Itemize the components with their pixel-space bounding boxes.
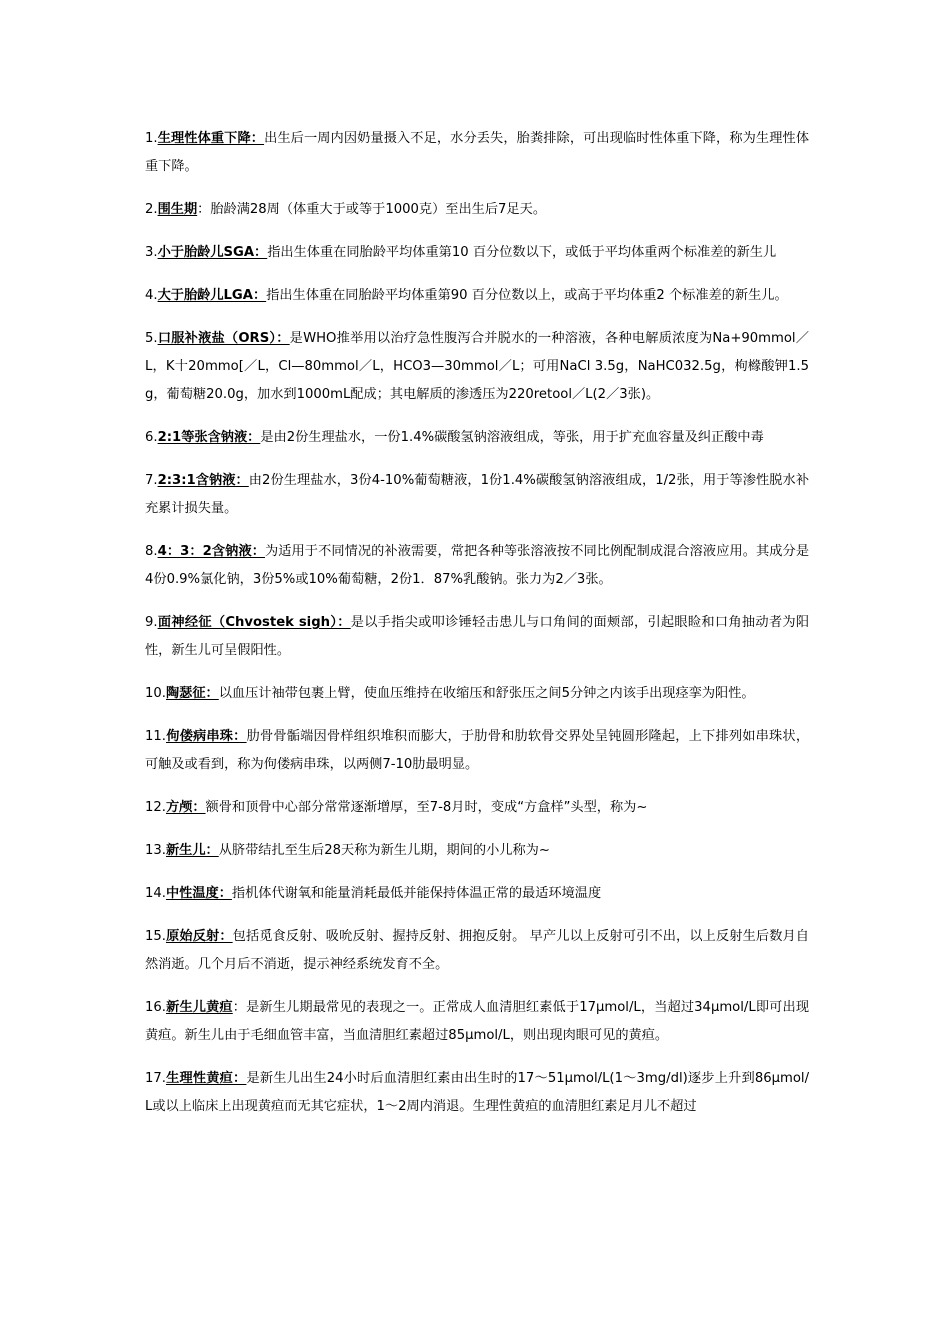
definition-entry-7	[145, 467, 809, 523]
entry-definition: 是由2份生理盐水，一份1.4%碳酸氢钠溶液组成，等张，用于扩充血容量及纠正酸中毒	[260, 430, 764, 445]
entry-definition: 为适用于不同情况的补液需要，常把各种等张溶液按不同比例配制成混合溶液应用。其成分是4份0.9%氯化钠，3份5%或10%葡萄糖，2份1．87%乳酸钠。张力为2／3张。	[145, 544, 810, 587]
entry-number: 1.	[145, 131, 158, 146]
entry-definition: 包括觅食反射、吸吮反射、握持反射、拥抱反射。 早产儿以上反射可引不出，以上反射生后数月自然消逝。几个月后不消逝，提示神经系统发育不全。	[145, 929, 809, 972]
entry-term: 围生期	[157, 202, 198, 217]
entry-term: 原始反射：	[165, 929, 233, 944]
entry-number: 8.	[145, 544, 158, 559]
entry-number: 9.	[145, 615, 158, 630]
entry-definition: 出生后一周内因奶量摄入不足，水分丢失，胎粪排除，可出现临时性体重下降，称为生理性体重下降。	[145, 131, 810, 174]
entry-number: 5.	[145, 331, 158, 346]
entry-number: 17.	[145, 1071, 166, 1086]
entry-definition: 是以手指尖或叩诊锤轻击患儿与口角间的面颊部，引起眼睑和口角抽动者为阳性，新生儿可呈假阳性。	[145, 615, 810, 658]
entry-number: 16.	[145, 1000, 166, 1015]
entry-term: 方颅：	[165, 800, 206, 815]
definition-entry-8	[145, 538, 809, 594]
entry-term: 4：3：2含钠液：	[157, 544, 265, 559]
entry-term: 中性温度：	[165, 886, 232, 901]
entry-number: 12.	[145, 800, 166, 815]
document-page	[145, 125, 809, 1136]
definition-entry-5	[145, 325, 809, 409]
definition-entry-3	[145, 239, 809, 267]
definition-entry-4	[145, 282, 809, 310]
entry-number: 10.	[145, 686, 166, 701]
entry-definition: 指机体代谢氧和能量消耗最低并能保持体温正常的最适环境温度	[231, 886, 602, 901]
entry-term: 佝偻病串珠：	[165, 729, 247, 744]
entry-number: 3.	[145, 245, 158, 260]
entry-term: 2:3:1含钠液：	[157, 473, 249, 488]
entry-number: 2.	[145, 202, 158, 217]
entry-term: 口服补液盐（ORS）：	[157, 331, 290, 346]
entry-term: 生理性黄疸：	[165, 1071, 247, 1086]
entry-number: 7.	[145, 473, 158, 488]
definition-entry-9	[145, 609, 809, 665]
entry-term: 生理性体重下降：	[157, 131, 265, 146]
entry-number: 11.	[145, 729, 166, 744]
entry-definition: 肋骨骨骺端因骨样组织堆积而膨大，于肋骨和肋软骨交界处呈钝圆形隆起，上下排列如串珠状，可触及或看到，称为佝偻病串珠，以两侧7-10肋最明显。	[145, 729, 810, 772]
definition-entry-13	[145, 837, 809, 865]
entry-number: 14.	[145, 886, 166, 901]
entry-definition: 是新生儿出生24小时后血清胆红素由出生时的17～51μmol/L(1～3mg/dl)逐步上升到86μmol/L或以上临床上出现黄疸而无其它症状，1～2周内消退。生理性黄疸的血清胆红素足月儿不超过	[145, 1071, 810, 1114]
entry-term: 大于胎龄儿LGA：	[157, 288, 267, 303]
entry-number: 6.	[145, 430, 158, 445]
definition-entry-2	[145, 196, 809, 224]
entry-term: 新生儿黄疸	[165, 1000, 233, 1015]
entry-definition: 额骨和顶骨中心部分常常逐渐增厚，至7-8月时，变成“方盒样”头型，称为~	[205, 800, 648, 815]
definition-entry-17	[145, 1065, 809, 1121]
entry-term: 新生儿：	[165, 843, 219, 858]
definition-entry-15	[145, 923, 809, 979]
entry-definition: 是WHO推举用以治疗急性腹泻合并脱水的一种溶液，各种电解质浓度为Na+90mmol／L，K十20mmo[／L，Cl—80mmol／L，HCO3—30mmol／L；可用NaCl 3.5g，NaHC032.5g，枸橼酸钾1.5g，葡萄糖20.0g，加水到1000mL配成；其电解质的渗透压为220retool／L(2／3张)。	[145, 331, 809, 402]
entry-term: 2:1等张含钠液：	[157, 430, 261, 445]
entry-term: 面神经征（Chvostek sigh）：	[157, 615, 351, 630]
definition-entry-10	[145, 680, 809, 708]
entry-definition: 指出生体重在同胎龄平均体重第90 百分位数以上，或高于平均体重2 个标准差的新生儿。	[266, 288, 788, 303]
definition-entry-1	[145, 125, 809, 181]
entry-term: 陶瑟征：	[165, 686, 219, 701]
entry-definition: 从脐带结扎至生后28天称为新生儿期，期间的小儿称为~	[218, 843, 550, 858]
definition-entry-11	[145, 723, 809, 779]
definition-entry-12	[145, 794, 809, 822]
entry-term: 小于胎龄儿SGA：	[157, 245, 268, 260]
entry-number: 13.	[145, 843, 166, 858]
entry-number: 15.	[145, 929, 166, 944]
entry-definition: ：是新生儿期最常见的表现之一。正常成人血清胆红素低于17μmol/L，当超过34μmol/L即可出现黄疸。新生儿由于毛细血管丰富，当血清胆红素超过85μmol/L，则出现肉眼可见的黄疸。	[145, 1000, 810, 1043]
definition-entry-14	[145, 880, 809, 908]
entry-definition: 指出生体重在同胎龄平均体重第10 百分位数以下，或低于平均体重两个标准差的新生儿	[267, 245, 777, 260]
entry-definition: ：胎龄满28周（体重大于或等于1000克）至出生后7足天。	[197, 202, 547, 217]
entry-definition: 以血压计袖带包裹上臂，使血压维持在收缩压和舒张压之间5分钟之内该手出现痉挛为阳性。	[218, 686, 755, 701]
definition-entry-6	[145, 424, 809, 452]
definition-entry-16	[145, 994, 809, 1050]
entry-number: 4.	[145, 288, 158, 303]
entry-definition: 由2份生理盐水，3份4-10%葡萄糖液，1份1.4%碳酸氢钠溶液组成，1/2张，用于等渗性脱水补充累计损失量。	[145, 473, 810, 516]
